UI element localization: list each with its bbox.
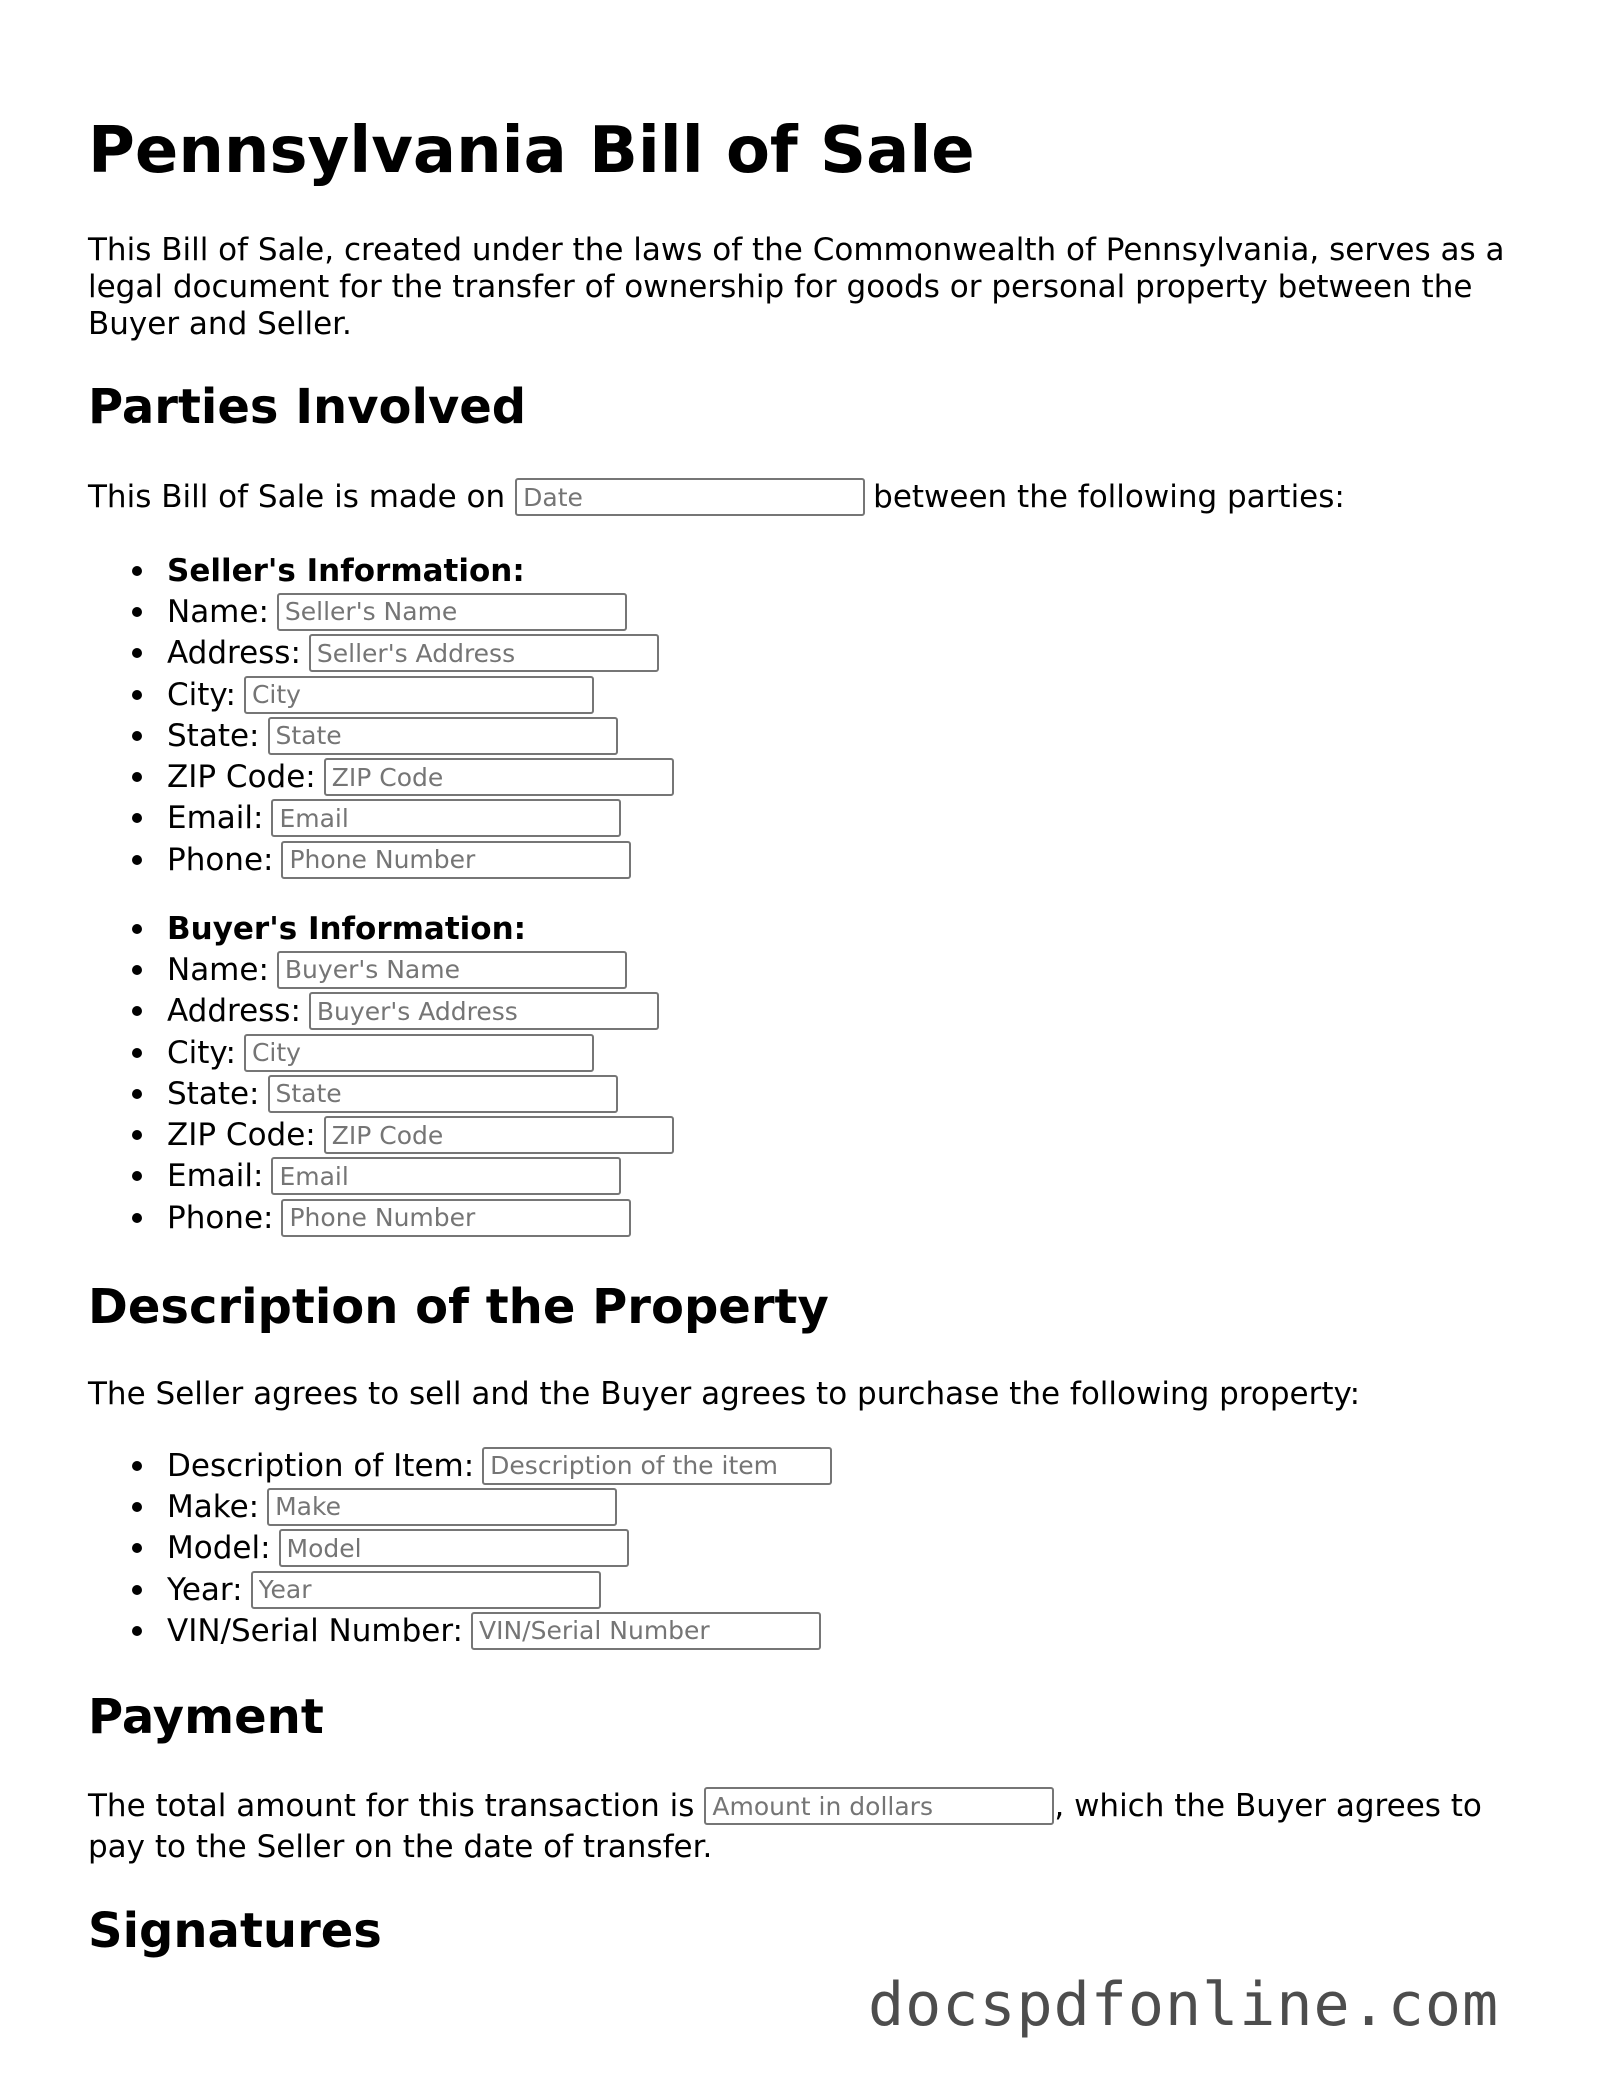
buyer-city-input[interactable] — [244, 1034, 594, 1072]
payment-heading: Payment — [88, 1689, 324, 1745]
seller-state-label: State: — [167, 717, 260, 754]
buyer-zip-label: ZIP Code: — [167, 1117, 316, 1154]
parties-heading: Parties Involved — [88, 379, 527, 435]
seller-heading-item — [88, 550, 682, 591]
buyer-email-input[interactable] — [271, 1157, 621, 1195]
intro-paragraph: This Bill of Sale, created under the laws of the Commonwealth of Pennsylvania, serves as a legal document for the transfer of ownership for goods or personal property between the Buyer and Seller. — [88, 232, 1505, 342]
payment-prefix: The total amount for this transaction is — [88, 1788, 695, 1824]
property-list — [88, 1445, 840, 1651]
property-make-item — [88, 1486, 840, 1527]
date-row — [88, 477, 1345, 517]
seller-phone-input[interactable] — [281, 841, 631, 879]
seller-address-label: Address: — [167, 635, 301, 672]
property-heading: Description of the Property — [88, 1279, 829, 1335]
property-description-input[interactable] — [482, 1447, 832, 1485]
seller-name-input[interactable] — [277, 593, 627, 631]
buyer-phone-label: Phone: — [167, 1199, 274, 1236]
date-prefix: This Bill of Sale is made on — [88, 479, 506, 515]
page-title: Pennsylvania Bill of Sale — [88, 114, 975, 188]
buyer-phone-item — [88, 1197, 682, 1238]
seller-heading: Seller's Information: — [167, 552, 525, 589]
property-year-label: Year: — [167, 1571, 243, 1608]
property-make-label: Make: — [167, 1488, 260, 1525]
buyer-address-input[interactable] — [309, 992, 659, 1030]
signatures-heading: Signatures — [88, 1903, 382, 1959]
payment-suffix-line2: pay to the Seller on the date of transfer. — [88, 1829, 713, 1865]
property-make-input[interactable] — [267, 1488, 617, 1526]
buyer-city-label: City: — [167, 1034, 236, 1071]
payment-row — [88, 1786, 1482, 1826]
buyer-zip-item — [88, 1114, 682, 1155]
seller-phone-label: Phone: — [167, 841, 274, 878]
seller-phone-item — [88, 839, 682, 880]
date-suffix: between the following parties: — [873, 479, 1345, 515]
seller-zip-label: ZIP Code: — [167, 759, 316, 796]
amount-input[interactable] — [704, 1787, 1054, 1825]
buyer-address-item — [88, 991, 682, 1032]
buyer-state-item — [88, 1073, 682, 1114]
buyer-name-label: Name: — [167, 951, 269, 988]
seller-email-input[interactable] — [271, 799, 621, 837]
buyer-phone-input[interactable] — [281, 1199, 631, 1237]
seller-city-label: City: — [167, 676, 236, 713]
property-intro: The Seller agrees to sell and the Buyer agrees to purchase the following property: — [88, 1376, 1361, 1412]
property-year-input[interactable] — [251, 1571, 601, 1609]
property-model-input[interactable] — [279, 1529, 629, 1567]
seller-state-input[interactable] — [268, 717, 618, 755]
buyer-info-list — [88, 908, 682, 1238]
date-input[interactable] — [515, 478, 865, 516]
seller-email-label: Email: — [167, 800, 264, 837]
seller-name-label: Name: — [167, 593, 269, 630]
buyer-email-label: Email: — [167, 1158, 264, 1195]
property-description-label: Description of Item: — [167, 1447, 475, 1484]
seller-zip-input[interactable] — [324, 758, 674, 796]
buyer-city-item — [88, 1032, 682, 1073]
seller-address-item — [88, 633, 682, 674]
buyer-state-input[interactable] — [268, 1075, 618, 1113]
property-model-label: Model: — [167, 1530, 271, 1567]
seller-address-input[interactable] — [309, 634, 659, 672]
seller-city-item — [88, 674, 682, 715]
seller-state-item — [88, 715, 682, 756]
property-vin-label: VIN/Serial Number: — [167, 1612, 463, 1649]
property-vin-item — [88, 1610, 840, 1651]
buyer-heading: Buyer's Information: — [167, 910, 527, 947]
seller-info-list — [88, 550, 682, 880]
buyer-name-item — [88, 949, 682, 990]
property-model-item — [88, 1528, 840, 1569]
buyer-address-label: Address: — [167, 993, 301, 1030]
buyer-email-item — [88, 1156, 682, 1197]
buyer-state-label: State: — [167, 1075, 260, 1112]
buyer-zip-input[interactable] — [324, 1116, 674, 1154]
buyer-heading-item — [88, 908, 682, 949]
property-vin-input[interactable] — [471, 1612, 821, 1650]
payment-suffix-line1: , which the Buyer agrees to — [1054, 1788, 1482, 1824]
seller-email-item — [88, 798, 682, 839]
seller-name-item — [88, 591, 682, 632]
buyer-name-input[interactable] — [277, 951, 627, 989]
seller-city-input[interactable] — [244, 676, 594, 714]
property-description-item — [88, 1445, 840, 1486]
watermark-text: docspdfonline.com — [868, 1970, 1500, 2040]
property-year-item — [88, 1569, 840, 1610]
seller-zip-item — [88, 756, 682, 797]
